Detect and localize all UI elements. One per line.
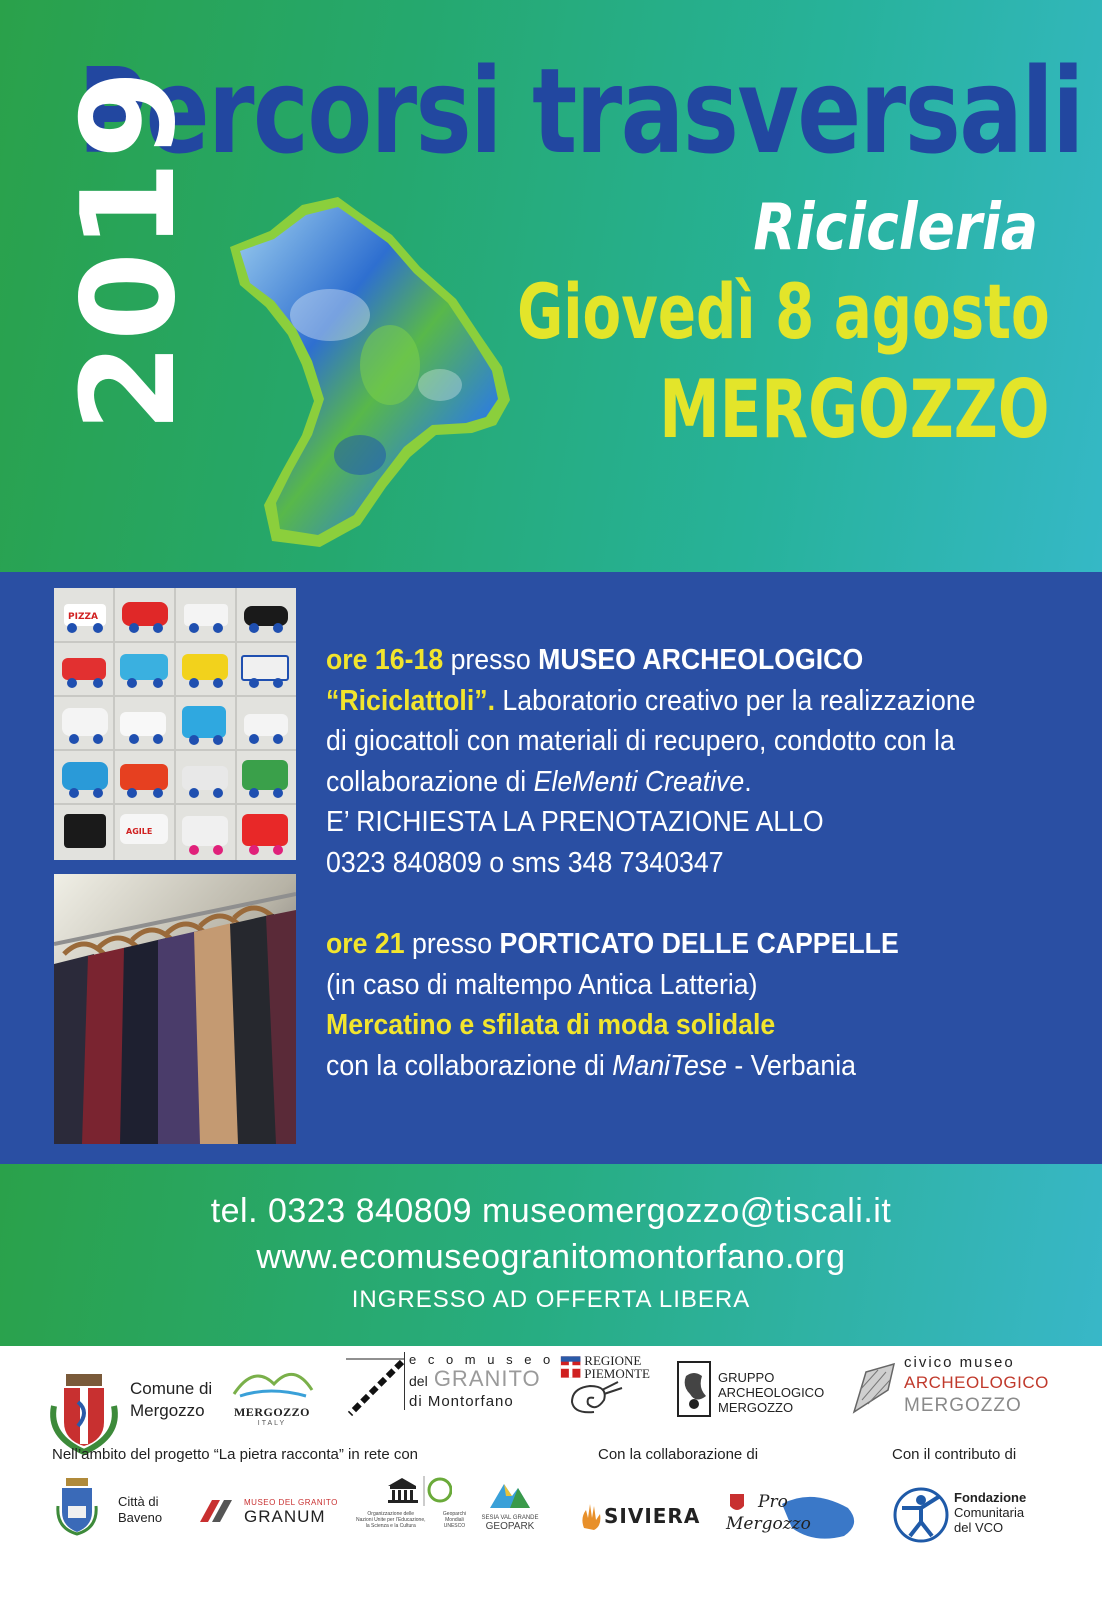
- program-section: [0, 572, 1102, 1164]
- fashion-collab: [326, 1046, 1025, 1087]
- spiral-icon: [564, 1380, 624, 1414]
- booking-notice: E’ RICHIESTA LA PRENOTAZIONE ALLO: [326, 806, 824, 838]
- gruppo-archeologico-text: [718, 1370, 824, 1415]
- granum-top: MUSEO DEL GRANITO: [244, 1498, 338, 1507]
- booking-phone: 0323 840809 o sms 348 7340347: [326, 846, 724, 879]
- ecomuseo-logo-icon: [346, 1358, 404, 1416]
- comune-name: Mergozzo: [130, 1401, 205, 1420]
- unesco-line-1: Organizzazione delle: [367, 1511, 415, 1517]
- event-workshop-desc-1: [326, 681, 1025, 722]
- pizza-label: PIZZA: [68, 612, 98, 622]
- credit-contribution: Con il contributo di: [892, 1446, 1017, 1463]
- fashion-highlight: Mercatino e sfilata di moda solidale: [326, 1009, 776, 1041]
- geo-line-1: Geoparchi: [442, 1511, 466, 1517]
- sponsor-logos: [0, 1346, 1102, 1600]
- mergozzo-sub-text: ITALY: [257, 1420, 287, 1427]
- poster-header: [0, 0, 1102, 572]
- contact-section: [0, 1164, 1102, 1346]
- ecomuseo-montorfano: di Montorfano: [409, 1393, 514, 1410]
- ecomuseo-del: del: [409, 1373, 428, 1389]
- event-time: ore 21: [326, 928, 405, 960]
- agile-label: AGILE: [126, 827, 153, 836]
- credit-collaboration: Con la collaborazione di: [598, 1446, 759, 1463]
- civico-mergozzo: MERGOZZO: [904, 1395, 1022, 1416]
- bad-weather-note: (in caso di maltempo Antica Latteria): [326, 968, 758, 1001]
- fondazione-person-icon: [892, 1486, 950, 1544]
- presso-label: presso: [450, 644, 531, 676]
- event-fashion-show: [326, 924, 1086, 1086]
- baveno-label: Città di: [118, 1494, 159, 1509]
- gruppo-line-3: MERGOZZO: [718, 1400, 794, 1415]
- fondazione-text: [954, 1490, 1026, 1535]
- pro-mergozzo-name: Mergozzo: [726, 1514, 811, 1534]
- ecomuseo-granito-line: [409, 1367, 554, 1393]
- piemonte-shield-icon: [560, 1354, 581, 1380]
- collab-partner: ManiTese: [612, 1049, 727, 1082]
- gruppo-line-2: ARCHEOLOGICO: [718, 1385, 825, 1400]
- mergozzo-coat-of-arms-icon: [44, 1366, 124, 1456]
- civico-label: civico museo: [904, 1354, 1015, 1371]
- ecomuseo-granito: GRANITO: [433, 1366, 541, 1391]
- granum-icon: [198, 1496, 238, 1526]
- sesia-line-1: SESIA VAL GRANDE: [481, 1515, 539, 1521]
- gruppo-archeologico-icon: [676, 1360, 712, 1418]
- regione-piemonte-logo: [560, 1354, 650, 1419]
- geopark-mountain-icon: [488, 1478, 532, 1510]
- comune-mergozzo-text: [130, 1378, 212, 1422]
- geo-line-2: Mondiali: [445, 1517, 464, 1523]
- event-workshop-desc-2: di giocattoli con materiali di recupero, condotto con la: [326, 725, 955, 757]
- regione-name: PIEMONTE: [584, 1366, 650, 1381]
- civico-archeologico: ARCHEOLOGICO: [904, 1373, 1049, 1392]
- credit-network: Nell’ambito del progetto “La pietra racconta” in rete con: [52, 1446, 419, 1463]
- event-time: ore 16-18: [326, 644, 444, 676]
- siviera-hand-icon: [580, 1502, 602, 1530]
- baveno-name: Baveno: [118, 1510, 163, 1525]
- recycled-toys-photo: [54, 588, 296, 860]
- recycled-plastic-map-image: [210, 195, 520, 550]
- contact-website: www.ecomuseogranitomontorfano.org: [256, 1238, 846, 1276]
- baveno-text: [118, 1494, 162, 1526]
- year-label: 2019: [55, 67, 204, 432]
- unesco-line-3: la Scienza e la Cultura: [365, 1523, 416, 1529]
- fondazione-label: Fondazione: [954, 1490, 1027, 1505]
- unesco-line-2: Nazioni Unite per l’Educazione,: [356, 1517, 426, 1523]
- granum-text: [244, 1498, 338, 1527]
- gruppo-line-1: GRUPPO: [718, 1370, 775, 1385]
- event-date: Giovedì 8 agosto: [517, 267, 1050, 356]
- unesco-logo: [356, 1476, 466, 1546]
- event-workshop-desc-3: [326, 762, 1025, 803]
- mergozzo-italy-logo: [230, 1366, 314, 1426]
- event-venue: PORTICATO DELLE CAPPELLE: [499, 928, 899, 960]
- fondazione-line-3: del VCO: [954, 1520, 1004, 1535]
- pro-mergozzo-logo: [722, 1486, 862, 1546]
- collab-partner: EleMenti Creative: [533, 765, 745, 798]
- collab-label: con la collaborazione di: [326, 1049, 605, 1082]
- sesia-geopark-logo: [478, 1478, 542, 1542]
- pro-label: Pro: [758, 1492, 788, 1512]
- siviera-logo: [580, 1502, 700, 1530]
- admission-note: INGRESSO AD OFFERTA LIBERA: [351, 1286, 751, 1313]
- event-venue: MUSEO ARCHEOLOGICO: [538, 644, 864, 676]
- subtitle: Ricicleria: [753, 191, 1038, 265]
- baveno-coat-of-arms-icon: [54, 1476, 100, 1538]
- poster-title: Percorsi trasversali: [78, 42, 1083, 180]
- event-workshop: [326, 640, 1086, 883]
- mergozzo-brand-text: MERGOZZO: [233, 1405, 310, 1419]
- comune-label: Comune di: [130, 1379, 213, 1398]
- collab-label: collaborazione di: [326, 765, 527, 798]
- collab-period: .: [744, 765, 752, 798]
- collab-city: - Verbania: [734, 1049, 857, 1082]
- fondazione-line-2: Comunitaria: [954, 1505, 1025, 1520]
- geo-line-3: UNESCO: [443, 1523, 466, 1529]
- event-workshop-heading: [326, 640, 1025, 681]
- contact-phone-email: tel. 0323 840809 museomergozzo@tiscali.it: [210, 1192, 892, 1230]
- ecomuseo-text: [404, 1352, 554, 1410]
- clothes-rack-photo: [54, 874, 296, 1144]
- event-fashion-heading: [326, 924, 1025, 965]
- presso-label: presso: [412, 928, 493, 960]
- civico-museo-text: [904, 1354, 1049, 1417]
- arrowhead-icon: [848, 1360, 900, 1416]
- workshop-name: “Riciclattoli”.: [326, 684, 496, 717]
- regione-label: REGIONE: [584, 1353, 642, 1368]
- sesia-line-2: GEOPARK: [485, 1521, 535, 1532]
- siviera-name: SIVIERA: [604, 1504, 701, 1528]
- ecomuseo-label: e c o m u s e o: [409, 1352, 555, 1367]
- workshop-desc-text: Laboratorio creativo per la realizzazione: [502, 684, 976, 717]
- unesco-temple-icon: [382, 1476, 452, 1506]
- event-place: MERGOZZO: [659, 363, 1050, 456]
- granum-name: GRANUM: [244, 1507, 326, 1526]
